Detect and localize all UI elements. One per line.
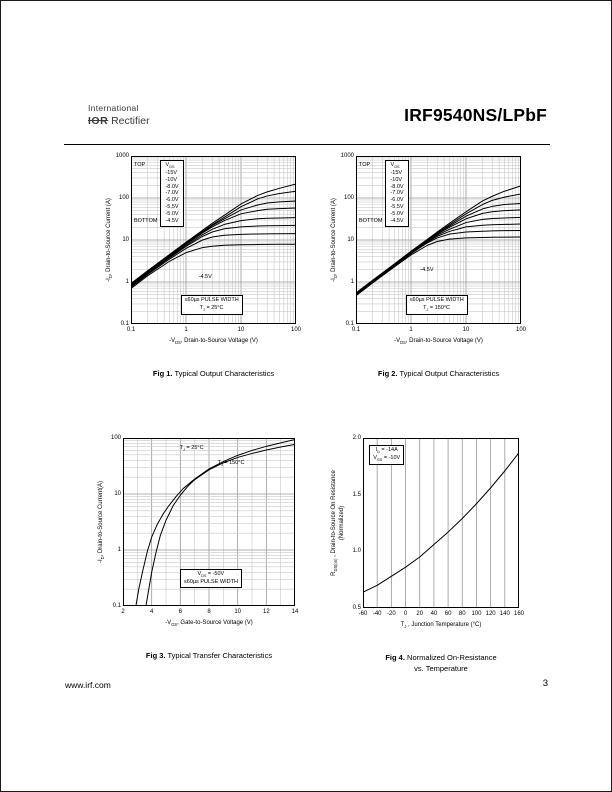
figure-3-transfer-characteristics	[85, 432, 307, 672]
x-axis-label: $-V_{DS}$, Drain-to-Source Voltage (V)	[394, 338, 483, 346]
y-tick-label: 10	[114, 491, 121, 497]
x-tick-label: 10	[237, 327, 245, 333]
y-axis-label: $-I_D$, Drain-to-Source Current (A)	[106, 198, 114, 282]
x-tick-label: 0.1	[126, 327, 136, 333]
x-tick-label: 10	[234, 609, 241, 615]
legend-header: $V_{GS}$	[390, 162, 400, 170]
vgs-legend	[134, 160, 184, 227]
website-link[interactable]: www.irf.com	[65, 680, 111, 690]
y-tick-label: 100	[343, 195, 354, 201]
legend-entry: -10V	[390, 176, 403, 183]
legend-entry: -8.0V	[390, 183, 404, 190]
x-tick-label: 100	[471, 611, 482, 617]
logo-rectifier-text: Rectifier	[108, 114, 150, 127]
x-tick-label: 6	[178, 609, 182, 615]
legend-entry: -5.0V	[165, 211, 179, 217]
x-tick-label: 40	[430, 611, 438, 617]
company-logo	[88, 104, 150, 127]
caption-number: Fig 1.	[152, 369, 173, 378]
y-tick-label: 100	[118, 195, 129, 201]
y-tick-label: 2.0	[352, 435, 361, 441]
figure-2-output-characteristics-150c	[318, 150, 533, 390]
x-tick-label: 0.1	[351, 327, 361, 333]
y-tick-label: 1	[117, 547, 121, 553]
x-tick-label: 100	[290, 327, 301, 333]
plot-area	[123, 438, 295, 606]
x-tick-label: 60	[444, 611, 452, 617]
logo-line2	[88, 115, 150, 127]
caption-text: Typical Transfer Characteristics	[165, 651, 273, 660]
ir-logo-mark: IOR	[88, 114, 109, 127]
x-tick-label: 2	[121, 609, 125, 615]
caption-number: Fig 4.	[385, 653, 405, 662]
x-tick-label: 12	[262, 609, 270, 615]
legend-entries-box	[385, 160, 408, 227]
legend-entry: -5.5V	[390, 204, 404, 211]
y-axis-label: $R_{DS(on)}$ , Drain-to-Source On Resistance (Normalized)	[331, 470, 346, 576]
x-tick-label: 1	[409, 327, 413, 333]
legend-entry: -15V	[165, 169, 178, 176]
y-axis-label: $-I_D$, Drain-to-Source Current(A)	[98, 481, 106, 563]
y-tick-label: 1000	[115, 153, 129, 159]
chart-annotation: $I_D = -14A$ $V_{GS} = -10V$	[369, 445, 404, 465]
x-tick-label: -20	[387, 611, 396, 617]
figure-caption	[356, 368, 521, 379]
legend-bottom-label: BOTTOM	[134, 217, 158, 224]
legend-entry: -5.5V	[165, 204, 179, 211]
x-tick-label: 4	[149, 609, 154, 615]
x-tick-label: 1	[184, 327, 188, 333]
x-tick-label: 160	[513, 611, 524, 617]
plot-area	[363, 438, 519, 608]
x-tick-label: 80	[458, 611, 466, 617]
y-tick-label: 0.5	[352, 605, 361, 611]
legend-top-label: TOP	[134, 162, 146, 168]
caption-number: Fig 2.	[377, 369, 398, 378]
x-tick-label: 100	[515, 327, 526, 333]
y-tick-label: 0.1	[112, 603, 121, 609]
figure-caption	[123, 650, 295, 661]
legend-entry: -5.0V	[390, 211, 404, 217]
header-rule	[64, 144, 550, 145]
legend-bottom-label: BOTTOM	[359, 217, 383, 224]
y-axis-label: $-I_D$, Drain-to-Source Current (A)	[331, 198, 339, 282]
y-tick-label: 0.1	[120, 321, 129, 327]
caption-text: Normalized On-Resistance	[404, 653, 497, 662]
x-axis-label: $T_J$ , Junction Temperature (°C)	[400, 622, 482, 630]
plot-area	[131, 156, 296, 324]
legend-entry: -7.0V	[165, 190, 179, 197]
chart-annotation: -4.5V	[420, 266, 434, 273]
x-tick-label: 8	[207, 609, 211, 615]
x-tick-label: 140	[499, 611, 510, 617]
figure-caption	[363, 652, 519, 675]
caption-text: Typical Output Characteristics	[172, 369, 275, 378]
legend-entry: -4.5V	[390, 217, 404, 224]
y-tick-label: 0.1	[345, 321, 354, 327]
part-number-title: IRF9540NS/LPbF	[404, 105, 547, 125]
chart-annotation: $V_{DS} = -50V$ ≤60µs PULSE WIDTH	[180, 569, 242, 588]
legend-entry: -7.0V	[390, 190, 404, 197]
chart-annotation: $T_J = 150^\circ C$	[217, 459, 245, 467]
caption-text: Typical Output Characteristics	[397, 369, 500, 378]
chart-annotation: $T_J = 25^\circ C$	[179, 444, 204, 452]
x-tick-label: 120	[485, 611, 496, 617]
y-tick-label: 1	[350, 279, 354, 285]
legend-top-label: TOP	[359, 162, 371, 168]
x-tick-label: -60	[358, 611, 368, 617]
chart-annotation: ≤60µs PULSE WIDTH $T_J = 150^\circ C$	[406, 295, 468, 314]
page-number: 3	[542, 678, 548, 689]
figure-4-normalized-on-resistance	[325, 432, 531, 672]
x-tick-label: 0	[403, 611, 408, 617]
legend-entry: -6.0V	[390, 197, 404, 204]
x-tick-label: 10	[462, 327, 470, 333]
legend-entry: -10V	[165, 176, 178, 183]
y-tick-label: 1.0	[352, 548, 361, 555]
x-tick-label: 20	[416, 611, 424, 617]
y-tick-label: 10	[122, 237, 129, 243]
figure-1-output-characteristics-25c	[93, 150, 308, 390]
y-tick-label: 1000	[340, 153, 354, 159]
legend-entry: -6.0V	[165, 197, 179, 204]
y-tick-label: 10	[347, 237, 354, 243]
legend-entry: -15V	[390, 169, 403, 176]
legend-entry: -8.0V	[165, 183, 179, 190]
legend-entries-box	[160, 160, 183, 227]
legend-header: $V_{GS}$	[165, 162, 175, 170]
figure-caption	[131, 368, 296, 379]
chart-annotation: -4.5V	[198, 273, 212, 280]
y-tick-label: 1	[125, 279, 129, 285]
x-axis-label: $-V_{DS}$, Drain-to-Source Voltage (V)	[169, 338, 258, 346]
caption-line2: vs. Temperature	[414, 664, 468, 674]
legend-entry: -4.5V	[165, 217, 179, 224]
chart-annotation: ≤60µs PULSE WIDTH $T_J = 25^\circ C$	[181, 295, 243, 314]
logo-international-text: International	[88, 103, 139, 113]
caption-number: Fig 3.	[145, 651, 166, 660]
x-tick-label: -40	[372, 611, 382, 617]
plot-area	[356, 156, 521, 324]
y-tick-label: 100	[110, 435, 121, 441]
y-tick-label: 1.5	[352, 491, 361, 498]
vgs-legend	[359, 160, 409, 227]
x-tick-label: 14	[291, 609, 299, 615]
x-axis-label: $-V_{GS}$, Gate-to-Source Voltage (V)	[165, 620, 253, 628]
